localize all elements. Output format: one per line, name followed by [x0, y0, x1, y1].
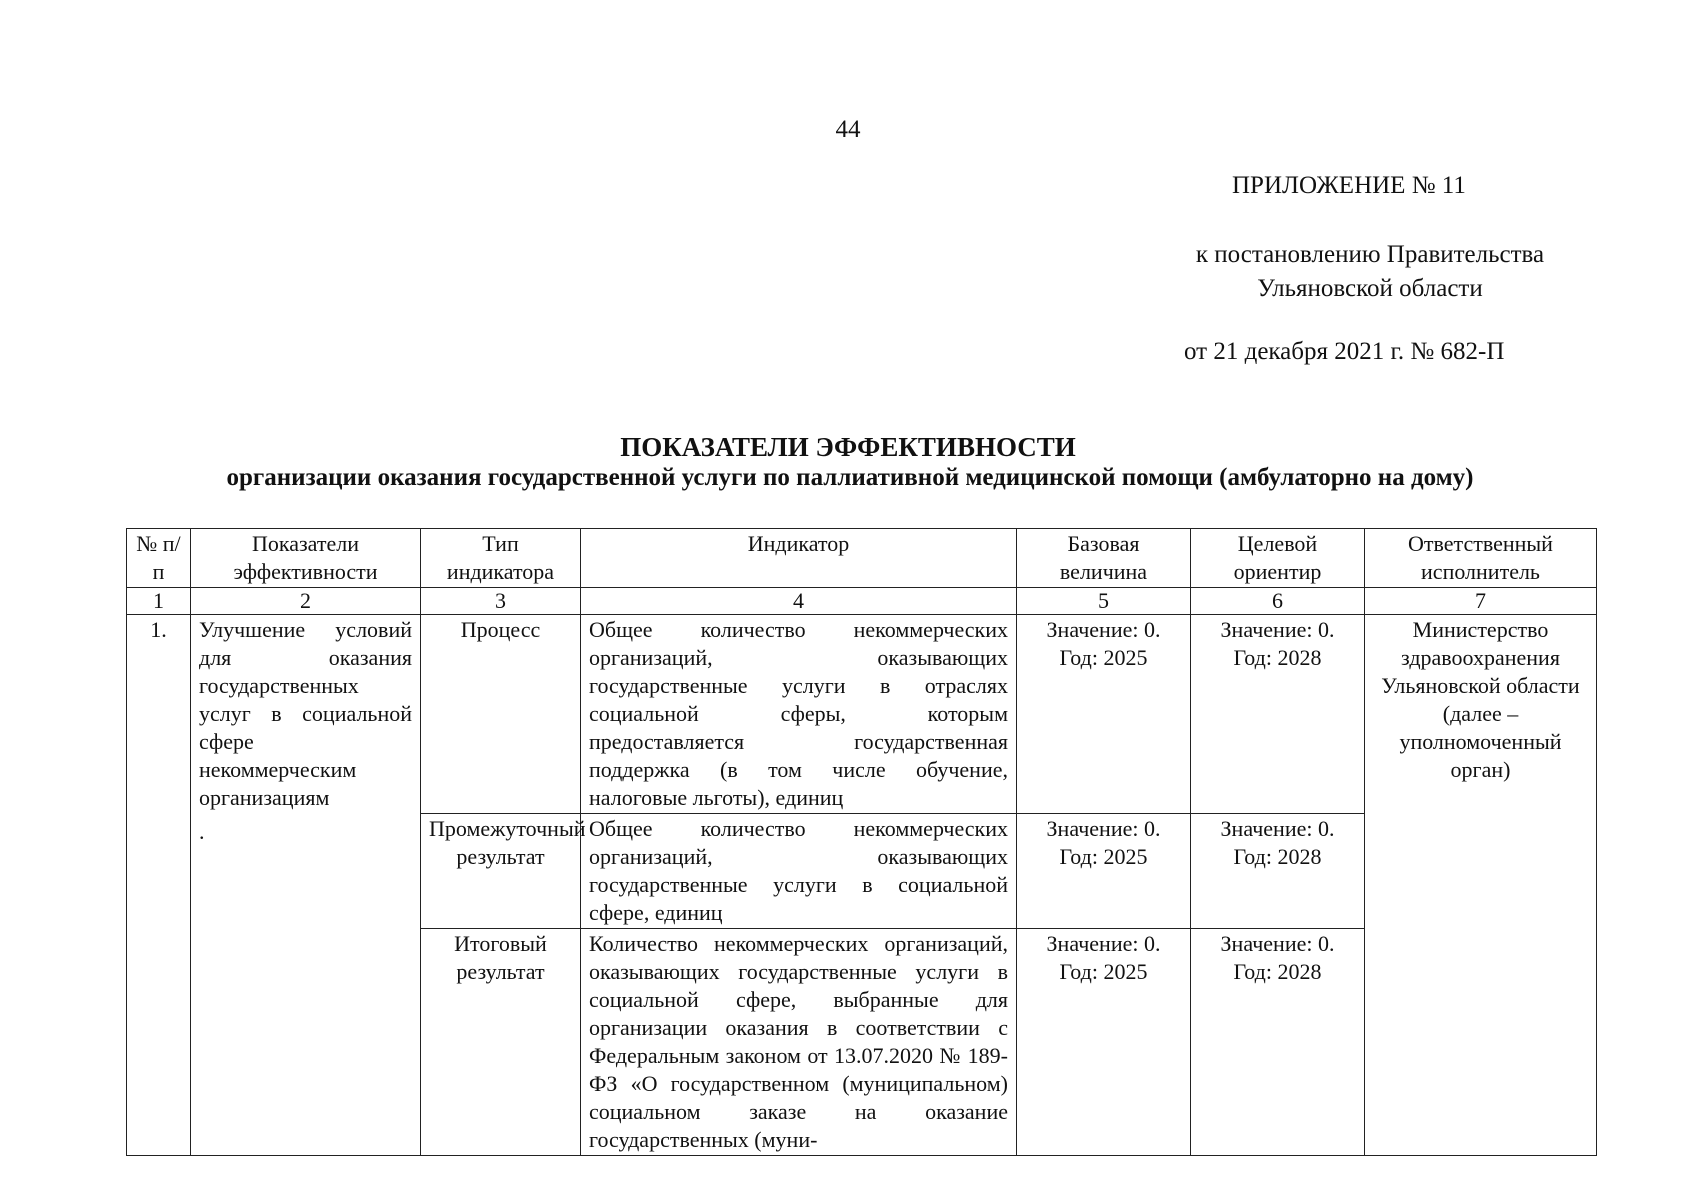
indicator-name-cell — [191, 615, 421, 1156]
target-value: Значение: 0. — [1220, 931, 1335, 956]
column-number: 4 — [581, 588, 1017, 615]
base-value-cell — [1017, 929, 1191, 1156]
column-number: 1 — [127, 588, 191, 615]
target-year: Год: 2028 — [1233, 844, 1322, 869]
header-indicators: Показатели эффективности — [191, 529, 421, 588]
header-indicator: Индикатор — [581, 529, 1017, 588]
base-value-cell — [1017, 814, 1191, 929]
base-value-cell — [1017, 615, 1191, 814]
target-value-cell — [1191, 615, 1365, 814]
target-value: Значение: 0. — [1220, 617, 1335, 642]
header-num: № п/п — [127, 529, 191, 588]
appendix-label: ПРИЛОЖЕНИЕ № 11 — [1232, 172, 1466, 199]
page-number: 44 — [835, 116, 861, 143]
base-year: Год: 2025 — [1059, 645, 1148, 670]
decree-date: от 21 декабря 2021 г. № 682-П — [1184, 338, 1505, 365]
responsible-executor: Министерство здравоохранения Ульяновской области (далее – уполномоченный орган) — [1365, 615, 1597, 1156]
column-number: 6 — [1191, 588, 1365, 615]
decree-line-1: к постановлению Правительства — [1195, 241, 1545, 268]
indicator-description: Количество некоммерческих организаций, оказывающих государственные услуги в социальной сфере, выбранные для организации оказания в соответствии с Федеральным законом от 13.07.2020 № 189-ФЗ «О государственном (муниципальном) социальном заказе на оказание государственных (муни- — [581, 929, 1017, 1156]
column-number-row — [127, 588, 1597, 615]
base-year: Год: 2025 — [1059, 844, 1148, 869]
base-value: Значение: 0. — [1046, 816, 1161, 841]
indicator-type: Процесс — [421, 615, 581, 814]
base-value: Значение: 0. — [1046, 931, 1161, 956]
target-value: Значение: 0. — [1220, 816, 1335, 841]
target-value-cell — [1191, 929, 1365, 1156]
indicator-description: Общее количество некоммерческих организаций, оказывающих государственные услуги в отраслях социальной сферы, которым предоставляется государственная поддержка (в том числе обучение, налоговые льготы), единиц — [581, 615, 1017, 814]
indicator-name: Улучшение условий для оказания государственных услуг в социальной сфере некоммерческим организациям — [199, 617, 412, 810]
indicator-type: Итоговый результат — [421, 929, 581, 1156]
row-number: 1. — [127, 615, 191, 1156]
decree-line-2: Ульяновской области — [1257, 275, 1483, 302]
column-number: 5 — [1017, 588, 1191, 615]
header-responsible: Ответственный исполнитель — [1365, 529, 1597, 588]
document-subtitle: организации оказания государственной услуги по паллиативной медицинской помощи (амбулаторно на дому) — [226, 464, 1474, 491]
base-year: Год: 2025 — [1059, 959, 1148, 984]
header-base: Базовая величина — [1017, 529, 1191, 588]
column-number: 2 — [191, 588, 421, 615]
indicators-table — [126, 528, 1597, 1156]
document-title: ПОКАЗАТЕЛИ ЭФФЕКТИВНОСТИ — [620, 432, 1076, 462]
table-row — [127, 615, 1597, 814]
table-header-row — [127, 529, 1597, 588]
target-value-cell — [1191, 814, 1365, 929]
target-year: Год: 2028 — [1233, 645, 1322, 670]
column-number: 7 — [1365, 588, 1597, 615]
header-type: Тип индикатора — [421, 529, 581, 588]
indicator-description: Общее количество некоммерческих организаций, оказывающих государственные услуги в социальной сфере, единиц — [581, 814, 1017, 929]
header-target: Целевой ориентир — [1191, 529, 1365, 588]
stray-dot: . — [199, 819, 205, 844]
target-year: Год: 2028 — [1233, 959, 1322, 984]
decree-reference — [1160, 238, 1580, 306]
indicator-type: Промежуточный результат — [421, 814, 581, 929]
base-value: Значение: 0. — [1046, 617, 1161, 642]
column-number: 3 — [421, 588, 581, 615]
